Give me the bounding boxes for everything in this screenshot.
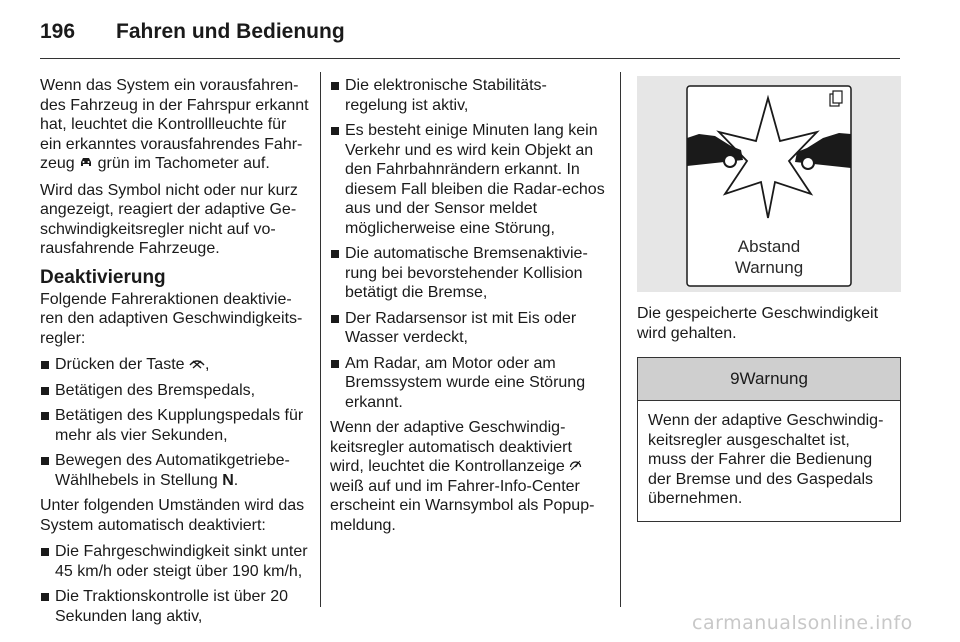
paragraph-text: weiß auf und im Fahrer-Info-Center erscheint ein Warnsymbol als Popup-meldung. (330, 477, 595, 534)
driver-actions-list (40, 355, 310, 490)
column-2 (330, 76, 606, 542)
warning-box (637, 357, 901, 522)
warning-label: Warnung (739, 369, 808, 388)
list-item: Die automatische Bremsenaktivie-rung bei bevorstehender Kollision betätigt die Bremse, (330, 244, 606, 303)
list-item-text: Bewegen des Automatikgetriebe-Wählhebels in Stellung (55, 452, 290, 489)
list-item: Die Traktionskontrolle ist über 20 Sekunden lang aktiv, (40, 587, 310, 626)
paragraph-indicator (330, 418, 606, 535)
paragraph-intro (40, 76, 310, 174)
list-item (40, 451, 310, 490)
column-divider-1 (320, 72, 321, 607)
figure-label-line1: Abstand (737, 237, 801, 256)
page-number: 196 (40, 20, 76, 43)
column-3 (637, 76, 901, 522)
paragraph-text: Wenn das System ein vorausfahren-des Fahrzeug in der Fahrspur erkannt hat, leuchtet die Kontrollleuchte für ein erkanntes vorausfahrendes Fahr-zeug (40, 77, 309, 172)
list-item: Betätigen des Kupplungspedals für mehr als vier Sekunden, (40, 406, 310, 445)
warning-text: Wenn der adaptive Geschwindig-keitsregler ausgeschaltet ist, muss der Fahrer die Bedienung der Bremse und des Gaspedals übernehmen. (648, 412, 884, 507)
list-item: Die Fahrgeschwindigkeit sinkt unter 45 km/h oder steigt über 190 km/h, (40, 542, 310, 581)
cruise-cancel-icon (189, 357, 205, 372)
list-item: Betätigen des Bremspedals, (40, 381, 310, 401)
paragraph-text: Wenn der adaptive Geschwindig-keitsregler automatisch deaktiviert wird, leuchtet die Kontrollanzeige (330, 419, 572, 475)
paragraph-speed-held: Die gespeicherte Geschwindigkeit wird gehalten. (637, 305, 879, 342)
list-item-text: Drücken der Taste (55, 356, 189, 373)
section-heading: Deaktivierung (40, 266, 166, 288)
list-item-text: . (233, 471, 239, 489)
warning-symbol: 9 (730, 369, 740, 388)
column-1 (40, 76, 310, 632)
conditions-list-continued (330, 76, 606, 412)
paragraph-text: grün im Tachometer auf. (93, 155, 270, 172)
figure-illustration (637, 76, 901, 292)
distance-warning-figure (637, 76, 901, 292)
page-title: Fahren und Bedienung (116, 20, 345, 43)
figure-label-line2: Warnung (734, 258, 804, 277)
paragraph-symbol-note: Wird das Symbol nicht oder nur kurz angezeigt, reagiert der adaptive Ge-schwindigkeitsregler nicht auf vo-rausfahrende Fahrzeuge. (40, 181, 298, 257)
gear-position: N (222, 471, 234, 489)
page-header (40, 18, 900, 59)
list-item: Der Radarsensor ist mit Eis oder Wasser verdeckt, (330, 309, 606, 348)
paragraph-deactivation: Folgende Fahreraktionen deaktivie-ren den adaptiven Geschwindigkeits-regler: (40, 290, 303, 347)
vehicle-ahead-icon (79, 156, 93, 171)
list-item (40, 355, 310, 375)
list-item: Es besteht einige Minuten lang kein Verkehr und es wird kein Objekt an den Fahrbahnrändern erkannt. In diesem Fall bleiben die Radar-echos aus und der Sensor meldet möglicherweise eine Störung, (330, 121, 606, 238)
watermark: carmanualsonline.info (692, 612, 913, 634)
list-item-text: , (205, 356, 210, 373)
list-item: Am Radar, am Motor oder am Bremssystem wurde eine Störung erkannt. (330, 354, 606, 413)
list-item: Die elektronische Stabilitäts-regelung ist aktiv, (330, 76, 606, 115)
cruise-control-indicator-icon (569, 459, 582, 474)
column-divider-2 (620, 72, 621, 607)
paragraph-auto-deactivation: Unter folgenden Umständen wird das System automatisch deaktiviert: (40, 497, 305, 534)
warning-header (638, 358, 900, 401)
conditions-list (40, 542, 310, 626)
